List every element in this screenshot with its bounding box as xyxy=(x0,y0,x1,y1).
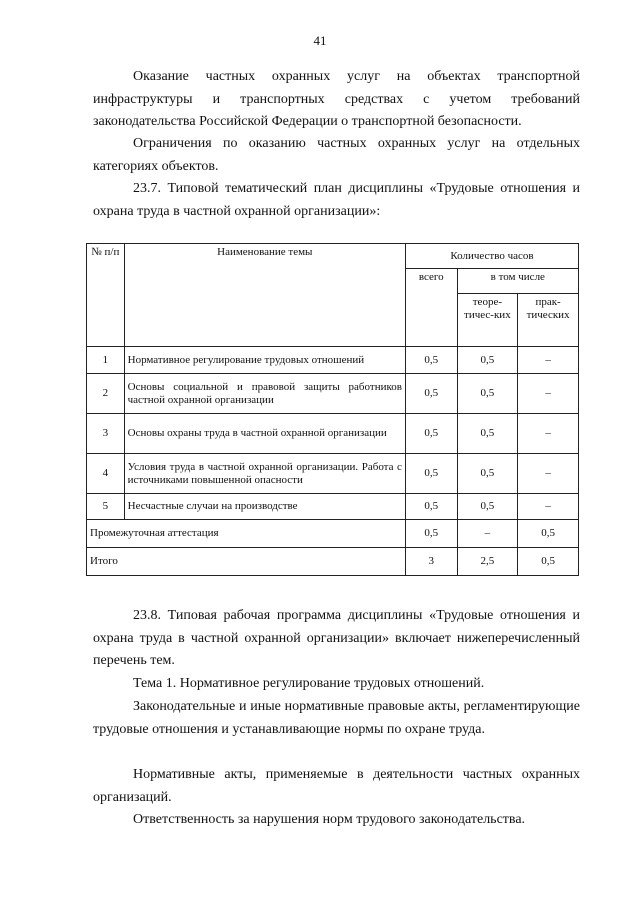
header-topic-name: Наименование темы xyxy=(124,244,405,347)
table-row xyxy=(87,347,579,374)
attestation-row xyxy=(87,520,579,548)
header-number: № п/п xyxy=(87,244,125,347)
paragraph-thematic-plan-heading: 23.7. Типовой тематический план дисциплины «Трудовые отношения и охрана труда в частной охранной организации»: xyxy=(93,181,580,219)
row-number: 3 xyxy=(87,414,125,454)
header-theory: теоре-тичес-ких xyxy=(457,294,518,347)
paragraph-work-program: 23.8. Типовая рабочая программа дисциплины «Трудовые отношения и охрана труда в частной охранной организации» включает нижеперечисленный перечень тем. xyxy=(93,608,580,668)
table-header-row xyxy=(87,244,579,269)
attestation-label: Промежуточная аттестация xyxy=(87,520,406,548)
paragraph-topic-1-title: Тема 1. Нормативное регулирование трудовых отношений. xyxy=(133,676,485,691)
row-theory: 0,5 xyxy=(457,494,518,520)
row-theory: 0,5 xyxy=(457,414,518,454)
row-number: 1 xyxy=(87,347,125,374)
row-total: 0,5 xyxy=(405,414,457,454)
header-including: в том числе xyxy=(457,269,578,294)
total-row xyxy=(87,548,579,576)
row-practice: – xyxy=(518,414,579,454)
row-theory: 0,5 xyxy=(457,374,518,414)
header-practice: прак-тических xyxy=(518,294,579,347)
page-number: 41 xyxy=(313,33,327,48)
row-total: 0,5 xyxy=(405,374,457,414)
row-number: 2 xyxy=(87,374,125,414)
table-row xyxy=(87,414,579,454)
paragraph-restrictions: Ограничения по оказанию частных охранных услуг на отдельных категориях объектов. xyxy=(93,136,580,174)
row-topic: Условия труда в частной охранной организации. Работа с источниками повышенной опасности xyxy=(124,454,405,494)
total-theory: 2,5 xyxy=(457,548,518,576)
row-topic: Основы охраны труда в частной охранной организации xyxy=(124,414,405,454)
paragraph-normative-acts: Нормативные акты, применяемые в деятельности частных охранных организаций. xyxy=(93,767,580,805)
row-total: 0,5 xyxy=(405,347,457,374)
total-label: Итого xyxy=(87,548,406,576)
header-hours: Количество часов xyxy=(405,244,578,269)
row-theory: 0,5 xyxy=(457,347,518,374)
table-row xyxy=(87,374,579,414)
header-total: всего xyxy=(405,269,457,347)
row-practice: – xyxy=(518,454,579,494)
row-topic: Основы социальной и правовой защиты работников частной охранной организации xyxy=(124,374,405,414)
total-practice: 0,5 xyxy=(518,548,579,576)
attestation-total: 0,5 xyxy=(405,520,457,548)
row-total: 0,5 xyxy=(405,494,457,520)
row-practice: – xyxy=(518,347,579,374)
row-topic: Нормативное регулирование трудовых отношений xyxy=(124,347,405,374)
row-practice: – xyxy=(518,494,579,520)
thematic-plan-table xyxy=(86,243,579,576)
paragraph-responsibility: Ответственность за нарушения норм трудового законодательства. xyxy=(133,812,526,827)
attestation-practice: 0,5 xyxy=(518,520,579,548)
row-theory: 0,5 xyxy=(457,454,518,494)
total-hours: 3 xyxy=(405,548,457,576)
paragraph-transport-security: Оказание частных охранных услуг на объектах транспортной инфраструктуры и транспортных средствах с учетом требований законодательства Российской Федерации о транспортной безопасности. xyxy=(93,69,580,129)
row-number: 5 xyxy=(87,494,125,520)
table-row xyxy=(87,454,579,494)
row-practice: – xyxy=(518,374,579,414)
table-row xyxy=(87,494,579,520)
paragraph-legislative-acts: Законодательные и иные нормативные правовые акты, регламентирующие трудовые отношения и устанавливающие нормы по охране труда. xyxy=(93,699,580,737)
attestation-theory: – xyxy=(457,520,518,548)
row-number: 4 xyxy=(87,454,125,494)
row-topic: Несчастные случаи на производстве xyxy=(124,494,405,520)
row-total: 0,5 xyxy=(405,454,457,494)
